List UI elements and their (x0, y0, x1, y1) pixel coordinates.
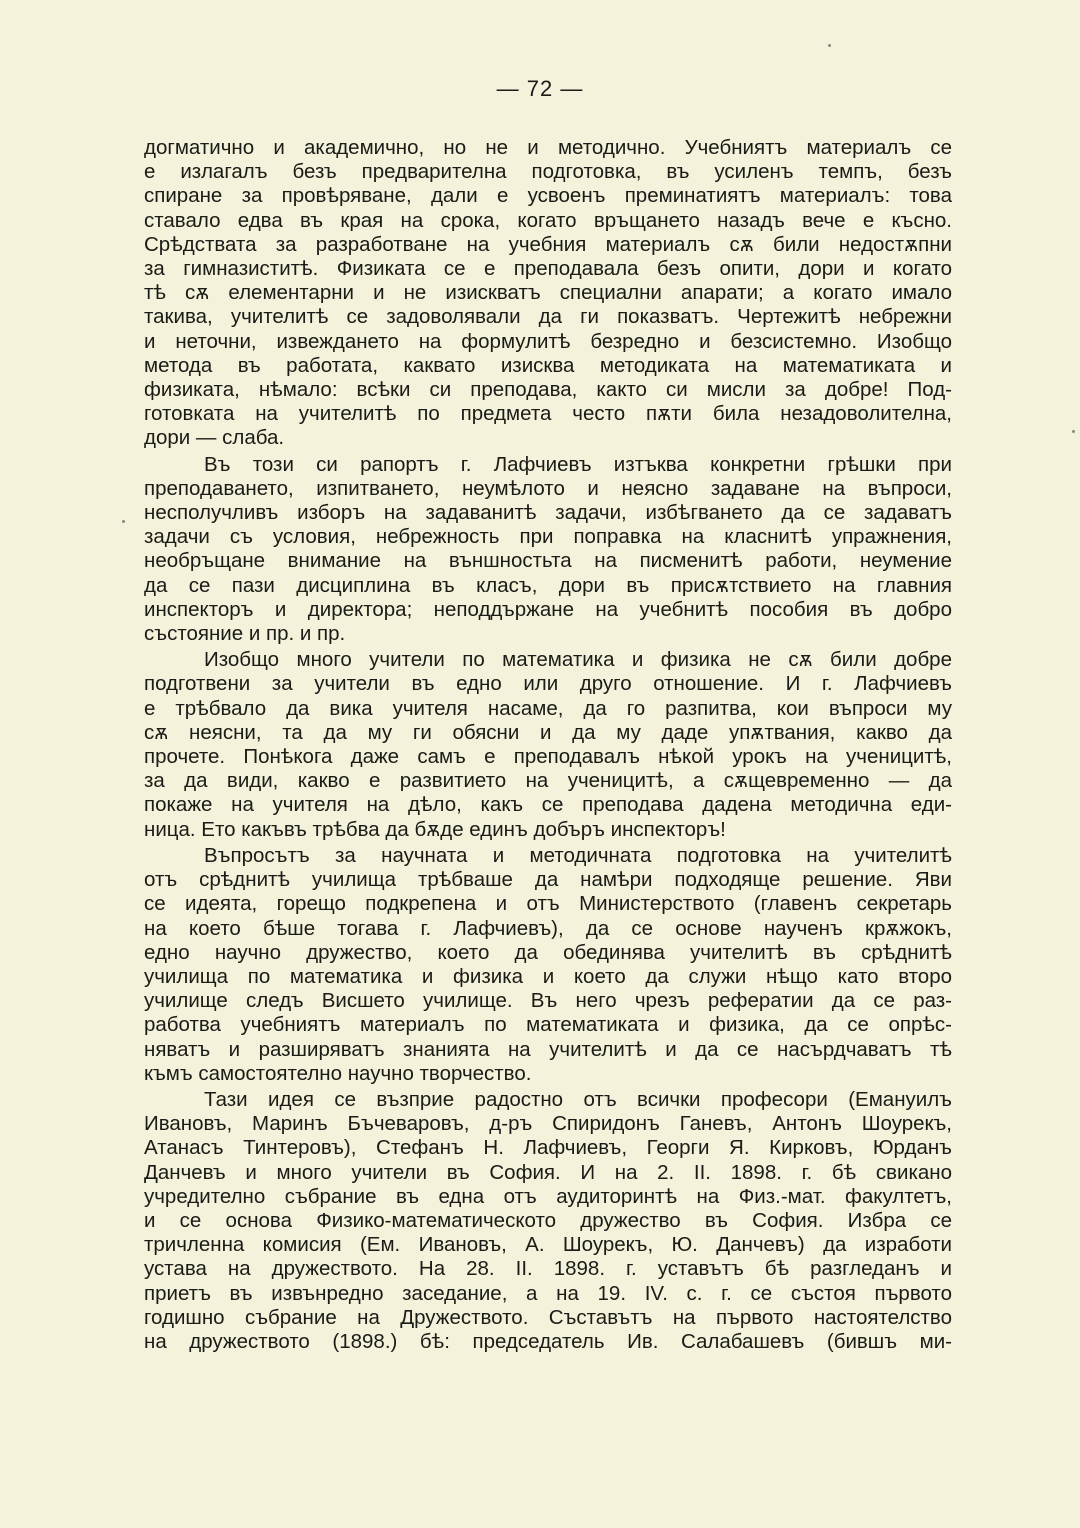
text-line: работва учебниятъ материалъ по математиката и физика, да се опрѣс- (144, 1013, 952, 1037)
text-line: на което бѣше тогава г. Лафчиевъ), да се основе наученъ крѫжокъ, (144, 916, 952, 940)
text-line: състояние и пр. и пр. (144, 622, 346, 646)
paragraph-1 (144, 136, 952, 451)
text-line: се идеята, горещо подкрепена и отъ Министерството (главенъ секретарь (144, 892, 952, 916)
text-line: няватъ и разширяватъ знанията на учителитѣ и да се насърдчаватъ тѣ (144, 1037, 952, 1061)
text-line: и се основа Физико-математическото дружество въ София. Избра се (144, 1208, 952, 1232)
paragraph-4 (144, 844, 952, 1086)
text-line: училища по математика и физика и което да служи нѣщо като второ (144, 964, 952, 988)
text-line: ница. Ето какъвъ трѣбва да бѫде единъ добъръ инспекторъ! (144, 817, 726, 841)
text-line: прочете. Понѣкога даже самъ е преподавалъ нѣкой урокъ на ученицитѣ, (144, 745, 952, 769)
text-line: готовката на учителитѣ по предмета често пѫти била незадоволителна, (144, 402, 952, 426)
text-line: Ивановъ, Маринъ Бъчеваровъ, д-ръ Спиридонъ Ганевъ, Антонъ Шоурекъ, (144, 1112, 952, 1136)
text-line: Срѣдствата за разработване на учебния материалъ сѫ били недостѫпни (144, 232, 952, 256)
text-line: инспекторъ и директора; неподдържане на учебнитѣ пособия въ добро (144, 597, 952, 621)
text-line: за да види, какво е развитието на ученицитѣ, а сѫщевременно — да (144, 769, 952, 793)
text-line: Данчевъ и много учители въ София. И на 2. II. 1898. г. бѣ свикано (144, 1160, 952, 1184)
text-line: задачи съ условия, небрежность при поправка на класнитѣ упражнения, (144, 525, 952, 549)
text-line: Атанасъ Тинтеровъ), Стефанъ Н. Лафчиевъ, Георги Я. Кирковъ, Юрданъ (144, 1136, 952, 1160)
body-text (144, 136, 952, 1354)
paragraph-2 (144, 453, 952, 647)
text-line: учредително събрание въ една отъ аудиторинтѣ на Физ.-мат. факултетъ, (144, 1184, 952, 1208)
paragraph-5 (144, 1088, 952, 1354)
page-number: — 72 — (496, 76, 584, 101)
text-line: необръщане внимание на външностьта на писменитѣ работи, неумение (144, 549, 952, 573)
scan-speck (122, 520, 125, 523)
text-line: къмъ самостоятелно научно творчество. (144, 1061, 532, 1085)
text-line: такива, учителитѣ се задоволявали да ги показватъ. Чертежитѣ небрежни (144, 305, 952, 329)
text-line: годишно събрание на Дружеството. Съставътъ на първото настоятелство (144, 1305, 952, 1329)
text-line: Тази идея се възприе радостно отъ всички професори (Емануилъ (204, 1087, 952, 1111)
text-line: догматично и академично, но не и методично. Учебниятъ материалъ се (144, 136, 952, 159)
text-line: тѣ сѫ елементарни и не изискватъ специални апарати; а когато имало (144, 281, 952, 305)
text-line: дори — слаба. (144, 426, 285, 450)
scan-speck (828, 44, 831, 47)
text-line: отъ срѣднитѣ училища трѣбваше да намѣри подходяще решение. Яви (144, 868, 952, 892)
text-line: е трѣбвало да вика учителя насаме, да го разпитва, кои въпроси му (144, 696, 952, 720)
text-line: училище следъ Висшето училище. Въ него чрезъ рефератии да се раз- (144, 989, 952, 1013)
text-line: подготвени за учители въ едно или друго отношение. И г. Лафчиевъ (144, 672, 952, 696)
scan-speck (1072, 430, 1075, 433)
text-line: физиката, нѣмало: всѣки си преподава, както си мисли за добре! Под- (144, 378, 952, 402)
text-line: устава на дружеството. На 28. II. 1898. г. уставътъ бѣ разгледанъ и (144, 1257, 952, 1281)
text-line: Въпросътъ за научната и методичната подготовка на учителитѣ (204, 843, 952, 867)
text-line: на дружеството (1898.) бѣ: председатель Ив. Салабашевъ (бившъ ми- (144, 1329, 952, 1353)
text-line: несполучливъ изборъ на задаванитѣ задачи, избѣгването да се задаватъ (144, 501, 952, 525)
text-line: спиране за провѣряване, дали е усвоенъ преминатиятъ материалъ: това (144, 184, 952, 208)
text-line: ставало едва въ края на срока, когато връщането назадъ вече е късно. (144, 208, 952, 232)
text-line: едно научно дружество, което да обединява учителитѣ въ срѣднитѣ (144, 940, 952, 964)
text-line: е излагалъ безъ предварителна подготовка, въ усиленъ темпъ, безъ (144, 160, 952, 184)
text-line: Въ този си рапортъ г. Лафчиевъ изтъква конкретни грѣшки при (204, 452, 952, 476)
text-line: приетъ въ извънредно заседание, а на 19. IV. с. г. се състоя първото (144, 1281, 952, 1305)
text-line: и неточни, извеждането на формулитѣ безредно и безсистемно. Изобщо (144, 329, 952, 353)
text-line: сѫ неясни, та да му ги обясни и да му даде упѫтвания, какво да (144, 720, 952, 744)
paragraph-3 (144, 648, 952, 842)
text-line: Изобщо много учители по математика и физика не сѫ били добре (204, 648, 952, 672)
text-line: покаже на учителя на дѣло, какъ се преподава дадена методична еди- (144, 793, 952, 817)
text-line: да се пази дисциплина въ класъ, дори въ присѫтствието на главния (144, 573, 952, 597)
text-line: тричленна комисия (Ем. Ивановъ, А. Шоурекъ, Ю. Данчевъ) да изработи (144, 1233, 952, 1257)
text-line: метода въ работата, каквато изисква методиката на математиката и (144, 353, 952, 377)
text-line: за гимназиститѣ. Физиката се е преподавала безъ опити, дори и когато (144, 257, 952, 281)
text-line: преподаването, изпитването, неумѣлото и неясно задаване на въпроси, (144, 476, 952, 500)
